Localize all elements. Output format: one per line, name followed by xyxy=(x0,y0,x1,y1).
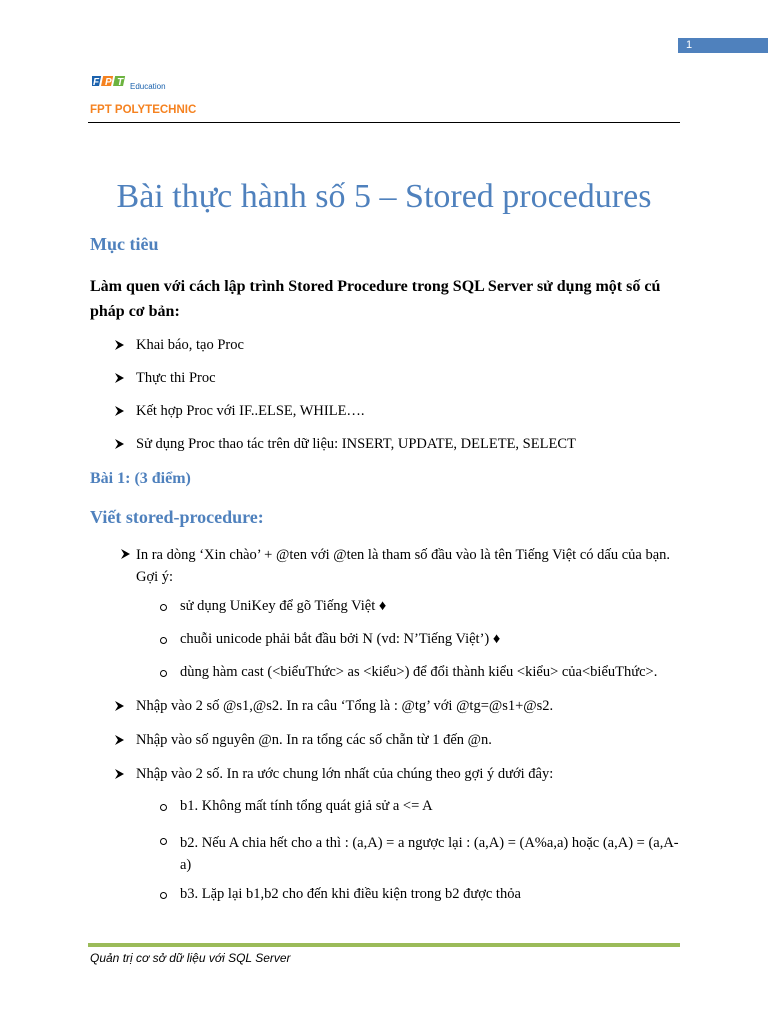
svg-text:P: P xyxy=(105,77,112,88)
svg-text:F: F xyxy=(93,77,100,88)
arrow-bullet-icon xyxy=(114,403,125,419)
arrow-bullet-icon xyxy=(120,546,131,562)
circle-bullet-icon xyxy=(160,670,167,677)
circle-bullet-icon xyxy=(160,637,167,644)
svg-text:Education: Education xyxy=(130,82,166,91)
circle-bullet-icon xyxy=(160,604,167,611)
circle-bullet-icon xyxy=(160,804,167,811)
fpt-logo xyxy=(92,72,232,122)
arrow-bullet-icon xyxy=(114,732,125,748)
circle-bullet-icon xyxy=(160,892,167,899)
svg-text:T: T xyxy=(117,77,124,88)
footer-rule xyxy=(88,943,680,947)
goal-heading: Mục tiêu xyxy=(90,234,159,254)
page-number: 1 xyxy=(686,39,693,51)
arrow-bullet-icon xyxy=(114,370,125,386)
intro-paragraph: Làm quen với cách lập trình Stored Procedure trong SQL Server sử dụng một số cú pháp cơ bản: xyxy=(90,278,661,320)
exercise-heading: Bài 1: (3 điểm) xyxy=(90,470,191,487)
arrow-bullet-icon xyxy=(114,766,125,782)
page-title: Bài thực hành số 5 – Stored procedures xyxy=(116,178,652,215)
logo-school-name: FPT POLYTECHNIC xyxy=(90,104,197,116)
header-rule xyxy=(88,122,680,123)
circle-bullet-icon xyxy=(160,838,167,845)
footer-text: Quản trị cơ sở dữ liệu với SQL Server xyxy=(90,951,291,965)
arrow-bullet-icon xyxy=(114,337,125,353)
arrow-bullet-icon xyxy=(114,436,125,452)
arrow-bullet-icon xyxy=(114,698,125,714)
task-heading: Viết stored-procedure: xyxy=(90,507,264,527)
